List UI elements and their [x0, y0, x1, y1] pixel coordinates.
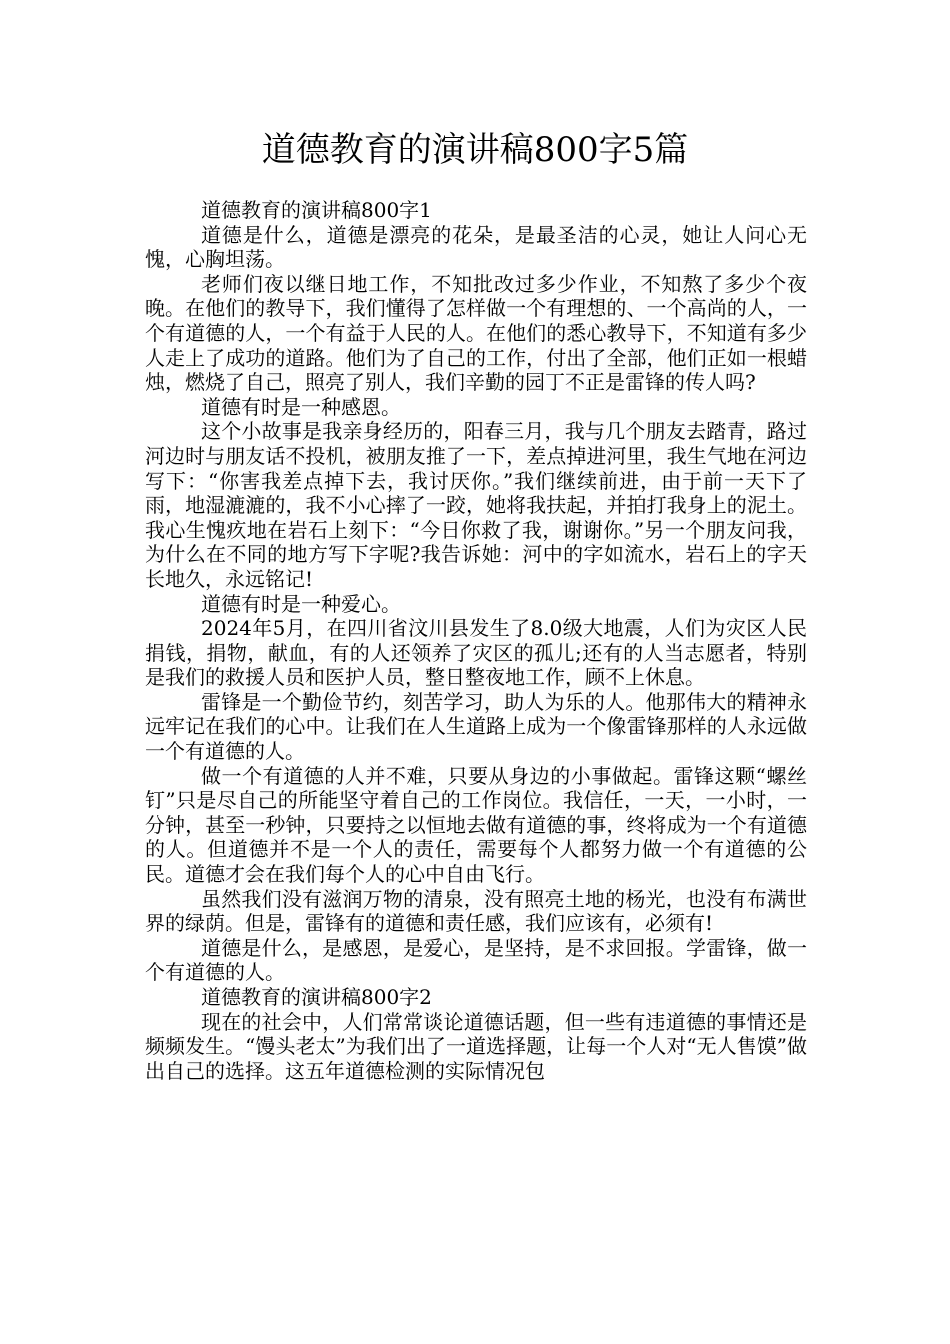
section-heading-1: 道德教育的演讲稿800字1 [201, 198, 432, 222]
paragraph: 老师们夜以继日地工作，不知批改过多少作业，不知熬了多少个夜晚。在他们的教导下，我们懂得了怎样做一个有理想的、一个高尚的人，一个有道德的人，一个有益于人民的人。在他们的悉心教导下，不知道有多少人走上了成功的道路。他们为了自己的工作，付出了全部，他们正如一根蜡烛，燃烧了自己，照亮了别人，我们辛勤的园丁不正是雷锋的传人吗? [145, 271, 807, 395]
section-heading-2: 道德教育的演讲稿800字2 [201, 985, 432, 1009]
paragraph: 道德有时是一种感恩。 [201, 394, 401, 419]
document-title: 道德教育的演讲稿800字5篇 [261, 130, 689, 170]
paragraph: 现在的社会中，人们常常谈论道德话题，但一些有违道德的事情还是频频发生。“馒头老太”为我们出了一道选择题，让每一个人对“无人售馍”做出自己的选择。这五年道德检测的实际情况包 [145, 1009, 807, 1083]
document-body [145, 198, 807, 1083]
paragraph: 道德是什么，是感恩，是爱心，是坚持，是不求回报。学雷锋，做一个有道德的人。 [145, 935, 807, 985]
paragraph: 做一个有道德的人并不难，只要从身边的小事做起。雷锋这颗“螺丝钉”只是尽自己的所能坚守着自己的工作岗位。我信任，一天，一小时，一分钟，甚至一秒钟，只要持之以恒地去做有道德的事，终将成为一个有道德的人。但道德并不是一个人的责任，需要每个人都努力做一个有道德的公民。道德才会在我们每个人的心中自由飞行。 [145, 763, 807, 887]
paragraph: 虽然我们没有滋润万物的清泉，没有照亮土地的杨光，也没有布满世界的绿荫。但是，雷锋有的道德和责任感，我们应该有，必须有! [145, 886, 807, 936]
paragraph: 雷锋是一个勤俭节约，刻苦学习，助人为乐的人。他那伟大的精神永远牢记在我们的心中。让我们在人生道路上成为一个像雷锋那样的人永远做一个有道德的人。 [145, 689, 807, 764]
paragraph: 这个小故事是我亲身经历的，阳春三月，我与几个朋友去踏青，路过河边时与朋友话不投机，被朋友推了一下，差点掉进河里，我生气地在河边写下：“你害我差点掉下去，我讨厌你。”我们继续前进，由于前一天下了雨，地湿漉漉的，我不小心摔了一跤，她将我扶起，并拍打我身上的泥土。我心生愧疚地在岩石上刻下：“今日你救了我，谢谢你。”另一个朋友问我，为什么在不同的地方写下字呢?我告诉她：河中的字如流水，岩石上的字天长地久，永远铭记! [145, 419, 807, 591]
paragraph: 2024年5月，在四川省汶川县发生了8.0级大地震，人们为灾区人民捐钱，捐物，献血，有的人还领养了灾区的孤儿;还有的人当志愿者，特别是我们的救援人员和医护人员，整日整夜地工作，顾不上休息。 [145, 616, 807, 690]
paragraph: 道德是什么，道德是漂亮的花朵，是最圣洁的心灵，她让人问心无愧，心胸坦荡。 [145, 222, 807, 272]
paragraph: 道德有时是一种爱心。 [201, 591, 401, 616]
